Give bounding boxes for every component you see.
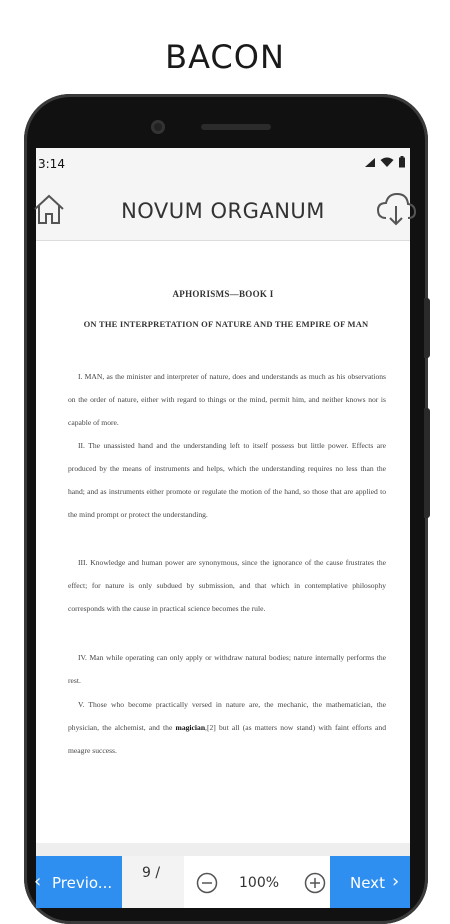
next-button[interactable] <box>330 856 410 908</box>
next-label: Next <box>350 874 385 892</box>
page-number-field[interactable] <box>122 856 184 908</box>
phone-screen <box>36 148 410 908</box>
zoom-level: 100% <box>239 875 280 891</box>
phone-side-button <box>424 408 430 518</box>
signal-icon <box>364 157 376 168</box>
chevron-right-icon: › <box>392 871 400 892</box>
navigation-bar <box>36 856 410 908</box>
earpiece-speaker <box>201 124 271 130</box>
chevron-left-icon: ‹ <box>34 871 42 892</box>
paragraph <box>68 693 386 762</box>
phone-side-button <box>424 298 430 358</box>
zoom-controls <box>184 856 330 908</box>
previous-label: Previo... <box>52 874 113 892</box>
status-icons <box>364 156 406 168</box>
document-page[interactable] <box>36 241 410 843</box>
app-caption: BACON <box>165 38 285 76</box>
zoom-in-icon[interactable] <box>304 872 326 899</box>
battery-icon <box>398 156 406 168</box>
paragraph: II. The unassisted hand and the understanding left to itself possess but little power. Effects are produced by the means of instruments and helps, which the understanding requires no less than the hand; and as instruments either promote or regulate the motion of the hand, so those that are applied to the mind prompt or protect the understanding. <box>68 441 386 519</box>
page-number: 9 / <box>142 865 161 881</box>
front-camera <box>151 120 165 134</box>
document-heading: APHORISMS—BOOK I <box>172 289 274 299</box>
paragraph-text: V. Those who become practically versed in nature are, the mechanic, the mathematician, the physician, the alchemist, and the <box>68 700 386 732</box>
status-bar <box>36 148 410 178</box>
document-subheading: ON THE INTERPRETATION OF NATURE AND THE EMPIRE OF MAN <box>83 319 369 329</box>
bold-term: magician <box>175 723 206 732</box>
page-title: NOVUM ORGANUM <box>121 199 325 223</box>
zoom-out-icon[interactable] <box>196 872 218 899</box>
previous-button[interactable] <box>36 856 122 908</box>
paragraph: I. MAN, as the minister and interpreter of nature, does and understands as much as his observations on the order of nature, either with regard to things or the mind, permit him, and neither knows nor is capable of more. <box>68 372 386 427</box>
paragraph: IV. Man while operating can only apply or withdraw natural bodies; nature internally performs the rest. <box>68 653 386 685</box>
paragraph: III. Knowledge and human power are synonymous, since the ignorance of the cause frustrates the effect; for nature is only subdued by submission, and that which in contemplative philosophy corresponds with the cause in practical science becomes the rule. <box>68 558 386 613</box>
paragraph-text: ,[2] but all (as matters now stand) with faint efforts and meagre success. <box>68 723 386 755</box>
app-bar <box>36 178 410 241</box>
status-time: 3:14 <box>38 157 65 171</box>
cloud-download-icon[interactable] <box>376 190 416 233</box>
wifi-icon <box>380 157 394 168</box>
